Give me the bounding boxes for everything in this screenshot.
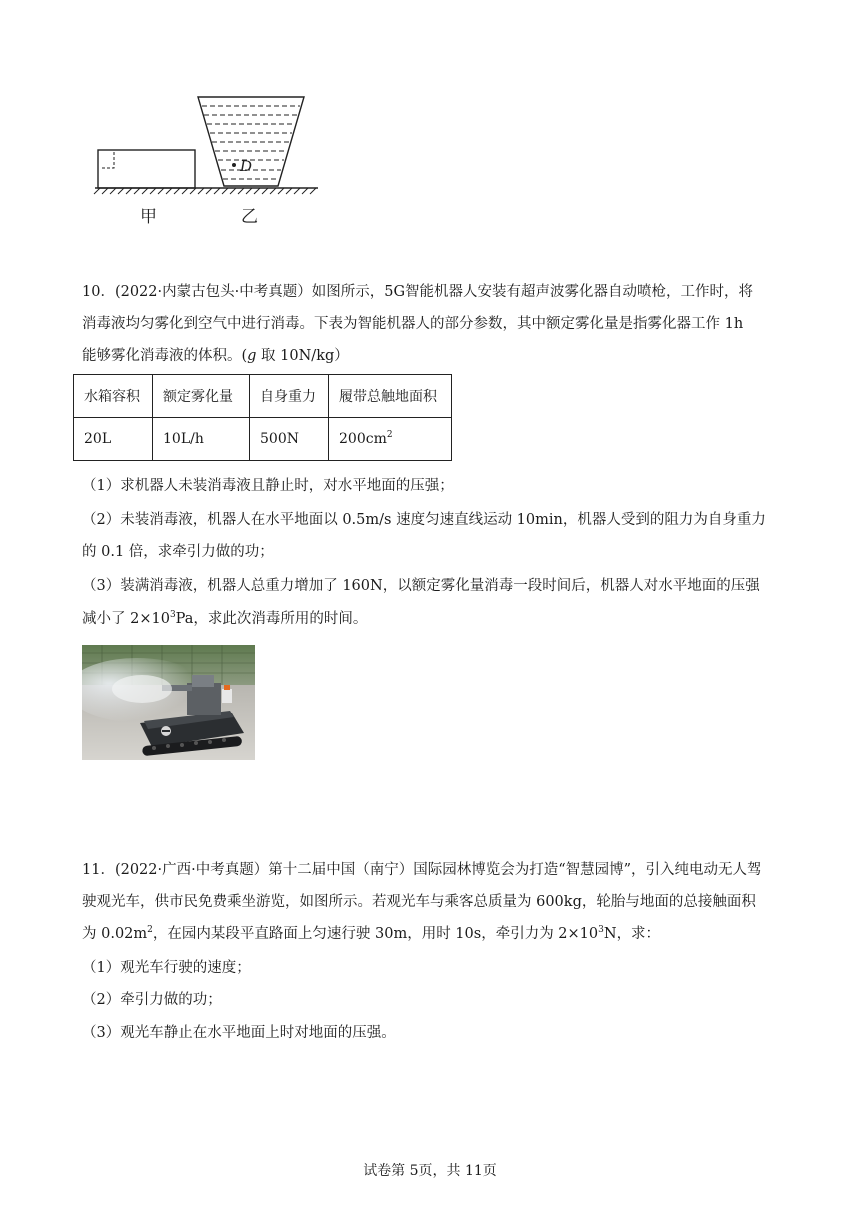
table-header-cell: 履带总触地面积 <box>329 375 452 418</box>
figure-jia-yi <box>90 90 330 230</box>
q10-line-1: 10．(2022·内蒙古包头·中考真题）如图所示，5G智能机器人安装有超声波雾化器自动喷枪，工作时，将 <box>82 284 754 300</box>
label-jia: 甲 <box>140 207 157 227</box>
q11-line-3: 为 $0.02m^2$，在园内某段平直路面上匀速行驶 30m，用时 10s，牵引力为 $2\times 10^3N$，求： <box>82 925 661 942</box>
q11-sub-2: （2）牵引力做的功； <box>82 992 222 1008</box>
block-jia <box>98 150 195 188</box>
robot-photo <box>82 645 255 760</box>
q10-sub-3a: （3）装满消毒液，机器人总重力增加了 160N，以额定雾化量消毒一段时间后，机器人对水平地面的压强 <box>82 578 760 594</box>
table-header-cell: 自身重力 <box>250 375 329 418</box>
label-yi: 乙 <box>241 207 258 227</box>
table-header-row <box>74 375 452 418</box>
table-cell: 20L <box>74 418 153 461</box>
q10-sub-3b: 减小了 $2\times 10^3Pa$，求此次消毒所用的时间。 <box>82 610 368 627</box>
q11-sub-1: （1）观光车行驶的速度； <box>82 960 251 976</box>
q10-line-2: 消毒液均匀雾化到空气中进行消毒。下表为智能机器人的部分参数，其中额定雾化量是指雾化器工作 1h <box>82 316 744 332</box>
table-header-cell: 额定雾化量 <box>153 375 250 418</box>
q10-line-3: 能够雾化消毒液的体积。(g 取 10N/kg） <box>82 348 349 364</box>
table-row <box>74 418 452 461</box>
page-footer: 试卷第 5页，共 11页 <box>363 1163 497 1179</box>
q10-sub-2a: （2）未装消毒液，机器人在水平地面以 0.5m/s 速度匀速直线运动 10min，机器人受到的阻力为自身重力 <box>82 512 766 528</box>
table-cell: $200cm^2$ <box>329 418 452 461</box>
robot-params-table <box>73 374 452 461</box>
point-d <box>232 163 236 167</box>
q11-line-1: 11．(2022·广西·中考真题）第十二届中国（南宁）国际园林博览会为打造“智慧园博”，引入纯电动无人驾 <box>82 862 762 878</box>
point-d-label: D <box>240 158 252 175</box>
table-cell: 10L/h <box>153 418 250 461</box>
q11-sub-3: （3）观光车静止在水平地面上时对地面的压强。 <box>82 1025 396 1041</box>
table-cell: 500N <box>250 418 329 461</box>
q11-line-2: 驶观光车，供市民免费乘坐游览，如图所示。若观光车与乘客总质量为 600kg，轮胎与地面的总接触面积 <box>82 894 756 910</box>
table-header-cell: 水箱容积 <box>74 375 153 418</box>
q10-sub-2b: 的 0.1 倍，求牵引力做的功； <box>82 544 274 560</box>
q10-sub-1: （1）求机器人未装消毒液且静止时，对水平地面的压强； <box>82 478 454 494</box>
